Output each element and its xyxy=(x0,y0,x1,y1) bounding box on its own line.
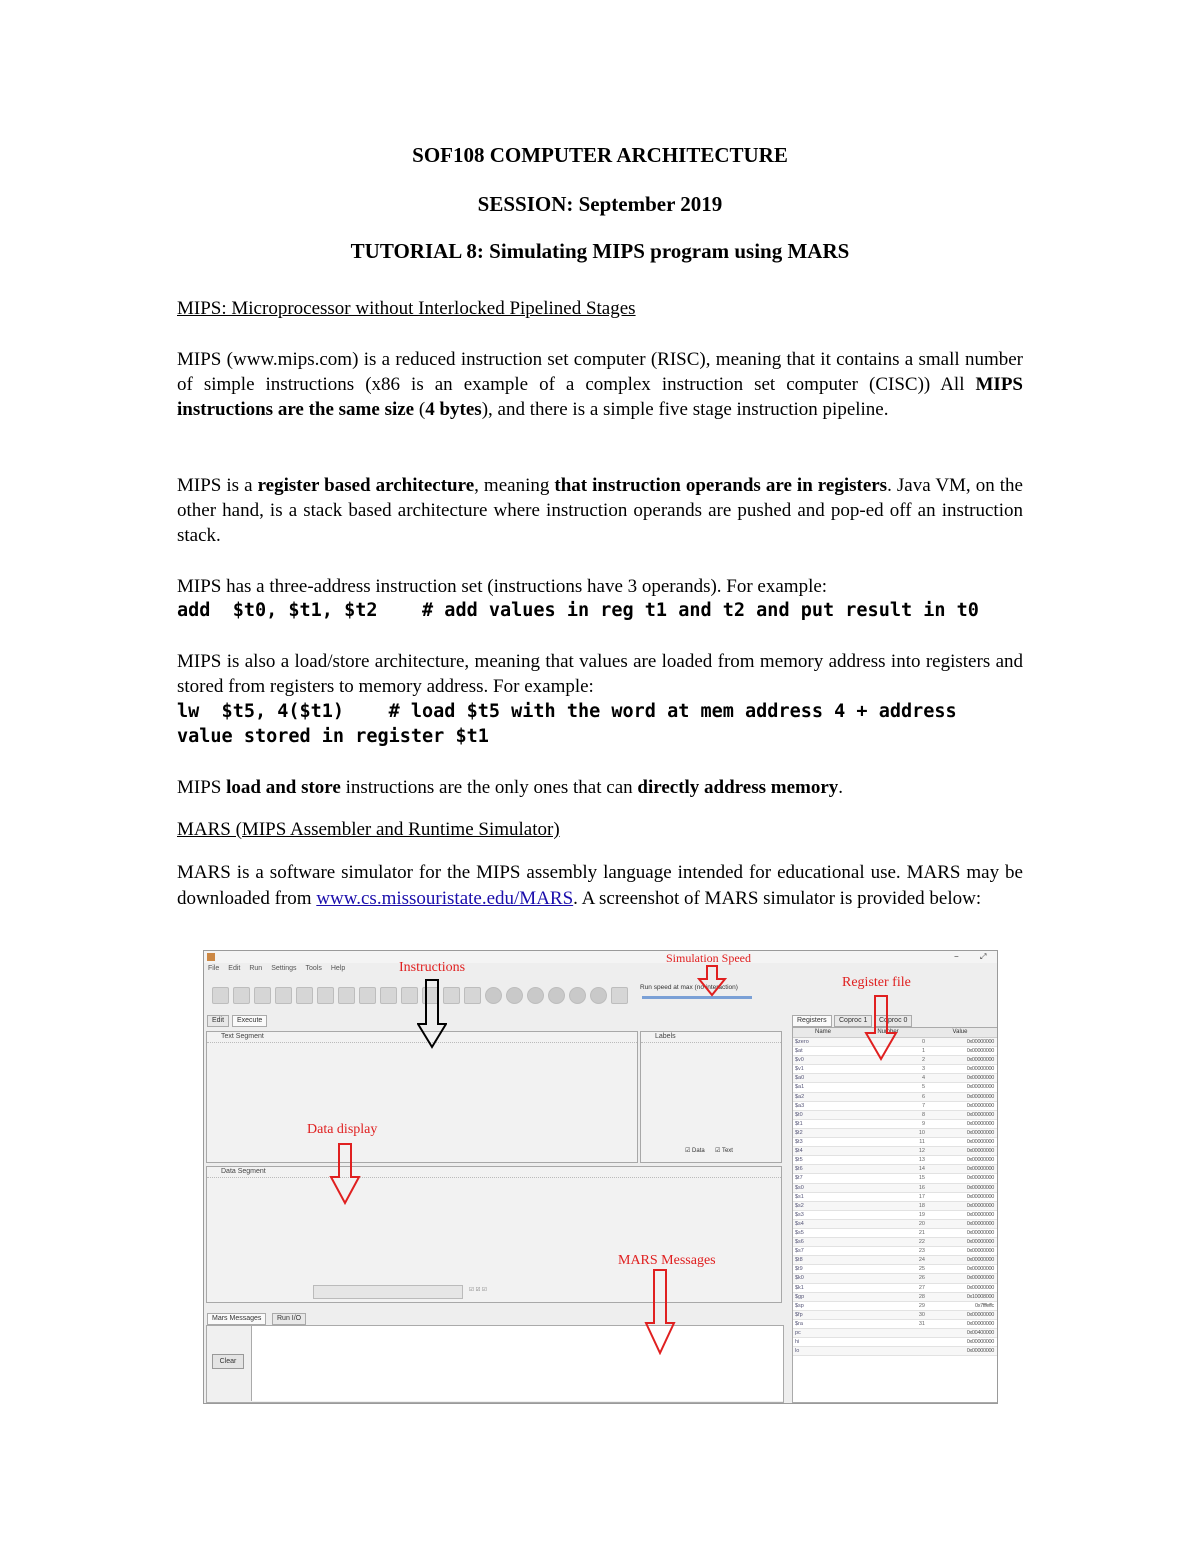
register-name: $t2 xyxy=(795,1129,803,1136)
register-row xyxy=(793,1120,997,1129)
p1-text-c: ( xyxy=(414,399,426,420)
register-number: 8 xyxy=(921,1111,925,1118)
messages-textarea[interactable] xyxy=(251,1326,783,1401)
register-name: $a3 xyxy=(795,1102,805,1109)
register-name: $t0 xyxy=(795,1111,803,1118)
register-number: 31 xyxy=(918,1320,925,1327)
p5-bold-load-store: load and store xyxy=(226,777,341,798)
register-row xyxy=(793,1102,997,1111)
register-value: 0x00000000 xyxy=(966,1048,994,1055)
register-value: 0x00000000 xyxy=(966,1284,994,1291)
speed-arrow-icon xyxy=(697,965,727,997)
labels-header: Labels xyxy=(641,1032,781,1043)
checkbox-text-label: Text xyxy=(721,1148,733,1154)
course-title: SOF108 COMPUTER ARCHITECTURE xyxy=(412,143,788,167)
register-row xyxy=(793,1320,997,1329)
mips-heading: MIPS: Microprocessor without Interlocked Pipelined Stages xyxy=(177,298,636,319)
register-name: hi xyxy=(795,1339,800,1346)
register-number: 18 xyxy=(918,1202,925,1209)
checkbox-data-label: Data xyxy=(692,1148,705,1154)
register-row xyxy=(793,1193,997,1202)
stop-icon[interactable] xyxy=(569,987,586,1004)
register-value: 0x00000000 xyxy=(966,1184,994,1191)
register-value: 0x00000000 xyxy=(966,1320,994,1327)
menu-tools[interactable]: Tools xyxy=(305,965,322,972)
register-panel xyxy=(792,1027,998,1403)
register-value: 0x00000000 xyxy=(966,1120,994,1127)
register-name: $fp xyxy=(795,1311,803,1318)
register-value: 0x00000000 xyxy=(966,1229,994,1236)
window-titlebar xyxy=(204,951,997,963)
register-name: $s6 xyxy=(795,1239,804,1246)
register-name: $s1 xyxy=(795,1193,804,1200)
register-row xyxy=(793,1093,997,1102)
tab-coproc1[interactable]: Coproc 1 xyxy=(834,1015,872,1027)
register-rows xyxy=(793,1038,997,1356)
p1-text-a: MIPS (www.mips.com) is a reduced instruction set computer (RISC), meaning that it contains a small number of simple instructions (x86 is an example of a complex instruction set computer (CISC)) All xyxy=(177,349,1023,395)
labels-panel xyxy=(640,1031,782,1163)
register-row xyxy=(793,1302,997,1311)
tab-edit[interactable]: Edit xyxy=(207,1015,229,1027)
annotation-register-file: Register file xyxy=(842,975,911,990)
register-number xyxy=(855,1329,925,1337)
assemble-icon[interactable] xyxy=(464,987,481,1004)
register-number: 14 xyxy=(918,1166,925,1173)
register-value: 0x00000000 xyxy=(966,1039,994,1045)
register-value: 0x00000000 xyxy=(966,1148,994,1155)
code-lw-example-line1: lw $t5, 4($t1) # load $t5 with the word at mem address 4 + address xyxy=(177,701,957,722)
clear-button[interactable]: Clear xyxy=(212,1354,244,1369)
register-name: $s3 xyxy=(795,1211,804,1218)
register-name: $v1 xyxy=(795,1066,804,1073)
p2-text-e: . Java VM, on the other hand, is a stack based architecture where instruction operands are pushed and pop-ed off an instruction stack. xyxy=(177,475,1023,546)
register-value: 0x00000000 xyxy=(966,1248,994,1255)
register-name: $a0 xyxy=(795,1075,805,1082)
register-name: $t1 xyxy=(795,1120,803,1127)
register-number: 2 xyxy=(921,1057,925,1064)
annotation-instructions: Instructions xyxy=(399,960,466,975)
register-number: 0 xyxy=(921,1039,925,1045)
register-name: $s2 xyxy=(795,1202,804,1209)
register-number: 26 xyxy=(918,1275,925,1282)
register-row xyxy=(793,1274,997,1283)
register-number: 21 xyxy=(918,1229,925,1236)
register-number: 17 xyxy=(918,1193,925,1200)
register-number: 25 xyxy=(918,1266,925,1273)
register-value: 0x00000000 xyxy=(966,1239,994,1246)
register-value: 0x00000000 xyxy=(966,1057,994,1064)
register-name: $k0 xyxy=(795,1275,804,1282)
register-name: $k1 xyxy=(795,1284,804,1291)
run-speed-label: Run speed at max (no interaction) xyxy=(640,984,738,991)
data-nav-controls[interactable] xyxy=(313,1285,463,1299)
p5-text-e: . xyxy=(838,777,844,798)
register-name: $t9 xyxy=(795,1266,803,1273)
mars-screenshot xyxy=(203,950,998,1404)
register-value: 0x00000000 xyxy=(966,1066,994,1073)
register-number: 10 xyxy=(918,1129,925,1136)
register-row xyxy=(793,1338,997,1347)
register-name: $s5 xyxy=(795,1229,804,1236)
register-row xyxy=(793,1165,997,1174)
register-number: 28 xyxy=(918,1293,925,1300)
p6-text-b: . A screenshot of MARS simulator is provided below: xyxy=(573,888,982,909)
register-number: 4 xyxy=(921,1075,925,1082)
register-row xyxy=(793,1184,997,1193)
register-number: 11 xyxy=(919,1139,925,1146)
tab-coproc0[interactable]: Coproc 0 xyxy=(874,1015,912,1027)
annotation-simulation-speed: Simulation Speed xyxy=(666,951,751,965)
register-row xyxy=(793,1229,997,1238)
register-value: 0x00000000 xyxy=(966,1129,994,1136)
register-number: 6 xyxy=(921,1093,925,1100)
register-row xyxy=(793,1211,997,1220)
register-number: 20 xyxy=(918,1220,925,1227)
register-number: 5 xyxy=(921,1084,925,1091)
register-row xyxy=(793,1293,997,1302)
paragraph-three-address: MIPS has a three-address instruction set (instructions have 3 operands). For example: xyxy=(177,576,828,597)
mars-logo-icon xyxy=(207,953,215,961)
register-number: 1 xyxy=(921,1048,925,1055)
register-name: $t8 xyxy=(795,1257,803,1264)
step-icon[interactable] xyxy=(506,987,523,1004)
paragraph-load-store: MIPS is also a load/store architecture, meaning that values are loaded from memory address into registers and stored from registers to memory address. For example: xyxy=(177,651,1023,697)
register-row xyxy=(793,1174,997,1183)
register-name: $a1 xyxy=(795,1084,805,1091)
register-row xyxy=(793,1202,997,1211)
register-header-name: Name xyxy=(814,1029,831,1035)
tab-run-io[interactable]: Run I/O xyxy=(272,1313,306,1325)
checkbox-text[interactable]: ☑ Text xyxy=(715,1148,733,1154)
tab-registers[interactable]: Registers xyxy=(792,1015,832,1027)
data-segment-panel xyxy=(206,1166,782,1303)
register-row xyxy=(793,1129,997,1138)
register-number: 24 xyxy=(918,1257,925,1264)
backstep-icon[interactable] xyxy=(527,987,544,1004)
register-row xyxy=(793,1156,997,1165)
register-name: $a2 xyxy=(795,1093,805,1100)
p2-bold-register-based: register based architecture xyxy=(257,475,475,496)
register-row xyxy=(793,1311,997,1320)
register-row xyxy=(793,1256,997,1265)
register-number: 16 xyxy=(918,1184,925,1191)
text-segment-header: Text Segment xyxy=(207,1032,637,1043)
register-row xyxy=(793,1265,997,1274)
register-name: $s7 xyxy=(795,1248,804,1255)
register-number: 23 xyxy=(918,1248,925,1255)
copy-icon[interactable] xyxy=(401,987,418,1004)
mars-download-link[interactable]: www.cs.missouristate.edu/MARS xyxy=(316,888,574,909)
new-file-icon[interactable] xyxy=(212,987,229,1004)
register-value: 0x00000000 xyxy=(966,1275,994,1282)
register-value: 0x00000000 xyxy=(966,1311,994,1318)
register-arrow-icon xyxy=(864,995,898,1061)
register-name: $sp xyxy=(795,1302,804,1309)
tab-mars-messages[interactable]: Mars Messages xyxy=(207,1313,266,1325)
register-value: 0x00000000 xyxy=(966,1139,994,1146)
register-value: 0x00000000 xyxy=(966,1102,994,1109)
register-number: 22 xyxy=(918,1239,925,1246)
undo-icon[interactable] xyxy=(338,987,355,1004)
menu-run[interactable]: Run xyxy=(249,965,263,972)
register-row xyxy=(793,1065,997,1074)
register-number: 27 xyxy=(918,1284,925,1291)
p5-text-c: instructions are the only ones that can xyxy=(340,777,638,798)
maximize-icon[interactable]: ⤢ xyxy=(980,952,987,961)
paragraph-register-based xyxy=(177,473,1023,548)
register-row xyxy=(793,1111,997,1120)
register-value: 0x00000000 xyxy=(966,1348,994,1355)
register-row xyxy=(793,1083,997,1092)
pause-icon[interactable] xyxy=(548,987,565,1004)
register-number: 29 xyxy=(918,1302,925,1309)
reset-icon[interactable] xyxy=(590,987,607,1004)
register-number xyxy=(855,1338,925,1346)
register-name: $t5 xyxy=(795,1157,803,1164)
register-row xyxy=(793,1074,997,1083)
text-segment-panel xyxy=(206,1031,638,1163)
save-all-icon[interactable] xyxy=(275,987,292,1004)
session-title: SESSION: September 2019 xyxy=(477,192,723,216)
menu-settings[interactable]: Settings xyxy=(271,965,297,972)
register-name: $ra xyxy=(795,1320,803,1327)
register-value: 0x00000000 xyxy=(966,1084,994,1091)
register-name: $s4 xyxy=(795,1220,804,1227)
register-row xyxy=(793,1138,997,1147)
annotation-data-display: Data display xyxy=(307,1122,378,1137)
register-name: $t4 xyxy=(795,1148,803,1155)
checkbox-data[interactable]: ☑ Data xyxy=(685,1148,705,1154)
register-value: 0x00000000 xyxy=(966,1202,994,1209)
data-arrow-icon xyxy=(329,1143,361,1205)
annotation-mars-messages: MARS Messages xyxy=(618,1253,716,1268)
register-value: 0x00000000 xyxy=(966,1093,994,1100)
tab-execute[interactable]: Execute xyxy=(232,1015,267,1027)
register-number: 9 xyxy=(921,1120,925,1127)
data-segment-header: Data Segment xyxy=(207,1167,781,1178)
p2-text-c: , meaning xyxy=(474,475,555,496)
register-value: 0x00000000 xyxy=(966,1220,994,1227)
paragraph-memory-access xyxy=(177,775,1023,800)
paragraph-mips-intro xyxy=(177,347,1023,422)
p1-text-e: ), and there is a simple five stage instruction pipeline. xyxy=(481,399,889,420)
help-icon[interactable] xyxy=(611,987,628,1004)
redo-icon[interactable] xyxy=(359,987,376,1004)
tutorial-title: TUTORIAL 8: Simulating MIPS program using MARS xyxy=(350,239,850,263)
cut-icon[interactable] xyxy=(380,987,397,1004)
print-icon[interactable] xyxy=(317,987,334,1004)
register-header-number: Number xyxy=(877,1029,899,1035)
p5-bold-address-memory: directly address memory xyxy=(637,777,839,798)
register-value: 0x7fffeffc xyxy=(974,1302,994,1309)
register-row xyxy=(793,1284,997,1293)
code-lw-example-line2: value stored in register $t1 xyxy=(177,726,489,747)
register-name: $gp xyxy=(795,1293,805,1300)
register-name: $t3 xyxy=(795,1139,803,1146)
register-value: 0x00000000 xyxy=(966,1157,994,1164)
mars-heading: MARS (MIPS Assembler and Runtime Simulator) xyxy=(177,819,560,840)
p2-bold-operands: that instruction operands are in registers xyxy=(554,475,888,496)
p1-bold-same-size: MIPS instructions are the same size xyxy=(177,374,1023,420)
register-number: 12 xyxy=(918,1148,925,1155)
register-number: 3 xyxy=(921,1066,925,1073)
register-name: $s0 xyxy=(795,1184,804,1191)
p5-text-a: MIPS xyxy=(177,777,227,798)
paragraph-mars-intro xyxy=(177,860,1023,912)
register-name: $t7 xyxy=(795,1175,803,1182)
register-name: $zero xyxy=(795,1039,809,1045)
p2-text-a: MIPS is a xyxy=(177,475,258,496)
data-options-checkboxes[interactable]: ☑ ☑ ☑ xyxy=(469,1287,487,1293)
register-value: 0x00400000 xyxy=(966,1330,994,1336)
menu-file[interactable]: File xyxy=(208,965,220,972)
register-value: 0x00000000 xyxy=(966,1211,994,1218)
register-number: 19 xyxy=(918,1211,925,1218)
register-number: 13 xyxy=(918,1157,925,1164)
register-number xyxy=(855,1347,925,1355)
p6-text-a: MARS is a software simulator for the MIPS assembly language intended for educational use. MARS may be downloaded from xyxy=(177,862,1023,909)
register-value: 0x00000000 xyxy=(966,1166,994,1173)
register-name: $t6 xyxy=(795,1166,803,1173)
messages-arrow-icon xyxy=(644,1269,676,1355)
p1-bold-4-bytes: 4 bytes xyxy=(425,399,482,420)
messages-panel xyxy=(206,1325,784,1403)
run-icon[interactable] xyxy=(485,987,502,1004)
register-number: 15 xyxy=(918,1175,925,1182)
save-icon[interactable] xyxy=(254,987,271,1004)
menu-help[interactable]: Help xyxy=(330,965,346,972)
menu-bar xyxy=(204,965,997,975)
minimize-icon[interactable]: − xyxy=(954,952,959,961)
register-row xyxy=(793,1247,997,1256)
register-value: 0x10008000 xyxy=(966,1293,994,1300)
register-row xyxy=(793,1220,997,1229)
open-file-icon[interactable] xyxy=(233,987,250,1004)
register-value: 0x00000000 xyxy=(966,1257,994,1264)
code-add-example: add $t0, $t1, $t2 # add values in reg t1 and t2 and put result in t0 xyxy=(177,600,979,621)
register-number: 30 xyxy=(918,1311,925,1318)
register-number: 7 xyxy=(921,1102,925,1109)
register-name: lo xyxy=(795,1348,800,1355)
register-name: $at xyxy=(795,1048,803,1055)
register-value: 0x00000000 xyxy=(966,1193,994,1200)
register-row xyxy=(793,1147,997,1156)
register-name: pc xyxy=(795,1330,801,1336)
register-row xyxy=(793,1238,997,1247)
register-value: 0x00000000 xyxy=(966,1075,994,1082)
dump-icon[interactable] xyxy=(296,987,313,1004)
register-row xyxy=(793,1329,997,1338)
register-value: 0x00000000 xyxy=(966,1266,994,1273)
register-value: 0x00000000 xyxy=(966,1175,994,1182)
register-value: 0x00000000 xyxy=(966,1111,994,1118)
register-row xyxy=(793,1347,997,1356)
menu-edit[interactable]: Edit xyxy=(228,965,241,972)
register-header-value: Value xyxy=(952,1029,968,1035)
instructions-arrow-icon xyxy=(417,979,447,1049)
register-name: $v0 xyxy=(795,1057,804,1064)
register-value: 0x00000000 xyxy=(966,1339,994,1346)
